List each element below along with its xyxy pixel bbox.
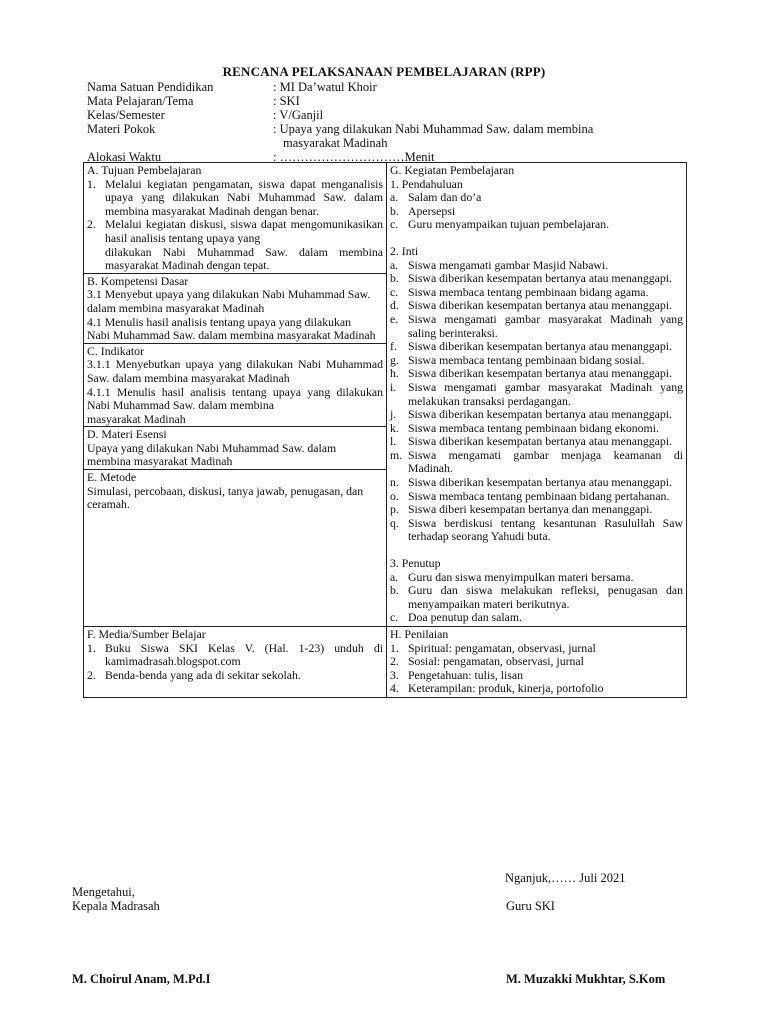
list-item: n. Siswa diberikan kesempatan bertanya atau menanggapi. <box>390 475 673 490</box>
list-penutup <box>390 571 683 625</box>
text-line: 4.1.1 Menulis hasil analisis tentang upaya yang dilakukan Nabi Muhammad Saw. dalam membina <box>87 384 383 413</box>
section-heading: C. Indikator <box>87 343 145 358</box>
list-item: c. Siswa membaca tentang pembinaan bidang agama. <box>390 284 649 299</box>
list-item: b. Siswa diberikan kesempatan bertanya atau menanggapi. <box>390 271 673 286</box>
list-item: f. Siswa diberikan kesempatan bertanya atau menanggapi. <box>390 339 673 354</box>
section-heading: B. Kompetensi Dasar <box>87 273 189 288</box>
section-b <box>84 273 386 343</box>
headmaster-name: M. Choirul Anam, M.Pd.I <box>72 972 211 986</box>
info-label: Nama Satuan Pendidikan <box>87 80 214 94</box>
list-item: 2. Melalui kegiatan diskusi, siswa dapat mengomunikasikan hasil analisis tentang upaya yang dilakukan Nabi Muhammad Saw. dalam membina masyarakat Madinah dengan tepat. <box>87 217 383 273</box>
section-heading: E. Metode <box>87 470 137 485</box>
acknowledged-label: Mengetahui, <box>72 885 135 899</box>
list-item: 3. Pengetahuan: tulis, lisan <box>390 667 524 682</box>
section-f <box>84 627 387 698</box>
list-item: b. Apersepsi <box>390 203 456 218</box>
info-value: : SKI <box>273 94 300 108</box>
list-item: a. Salam dan do’a <box>390 190 482 205</box>
section-e <box>84 469 386 512</box>
list-item: p. Siswa diberi kesempatan bertanya dan menanggapi. <box>390 502 653 517</box>
subsection-title: 2. Inti <box>390 243 419 258</box>
right-column <box>387 163 687 627</box>
info-label: Alokasi Waktu <box>87 150 162 164</box>
list-item: d. Siswa diberikan kesempatan bertanya atau menanggapi. <box>390 298 673 313</box>
list-item: k. Siswa membaca tentang pembinaan bidang ekonomi. <box>390 420 659 435</box>
subsection-title: 1. Pendahuluan <box>390 176 463 191</box>
list-item: i. Siswa mengamati gambar masyarakat Madinah yang melakukan transaksi perdagangan. <box>390 379 683 408</box>
section-d <box>84 426 386 469</box>
info-label: Mata Pelajaran/Tema <box>87 94 194 108</box>
list-item: e. Siswa mengamati gambar masyarakat Madinah yang saling berinteraksi. <box>390 311 683 340</box>
text-line: Nabi Muhammad Saw. dalam membina masyarakat Madinah <box>87 328 376 343</box>
info-label: Materi Pokok <box>87 122 156 136</box>
left-column <box>84 163 387 627</box>
document-title: RENCANA PELAKSANAAN PEMBELAJARAN (RPP) <box>222 64 546 79</box>
list-item: q. Siswa berdiskusi tentang kesantunan Rasulullah Saw terhadap seorang Yahudi buta. <box>390 515 683 544</box>
section-heading: A. Tujuan Pembelajaran <box>87 163 202 177</box>
info-value: : Upaya yang dilakukan Nabi Muhammad Saw. dalam membina <box>273 122 594 136</box>
section-heading: F. Media/Sumber Belajar <box>87 627 206 641</box>
section-heading: D. Materi Esensi <box>87 427 167 442</box>
list-item: g. Siswa membaca tentang pembinaan bidang sosial. <box>390 352 645 367</box>
teacher-title: Guru SKI <box>506 899 555 913</box>
text-line: 3.1 Menyebut upaya yang dilakukan Nabi Muhammad Saw. dalam membina masyarakat Madinah <box>87 287 371 315</box>
info-value-cont: masyarakat Madinah <box>283 136 388 150</box>
list-item: l. Siswa diberikan kesempatan bertanya atau menanggapi. <box>390 434 673 449</box>
info-value: : …………………………Menit <box>273 150 435 164</box>
info-label: Kelas/Semester <box>87 108 165 122</box>
text-line: Upaya yang dilakukan Nabi Muhammad Saw. dalam membina masyarakat Madinah <box>87 440 337 469</box>
list-item: 2. Sosial: pengamatan, observasi, jurnal <box>390 654 584 669</box>
list-item: 1. Buku Siswa SKI Kelas V. (Hal. 1-23) unduh di kamimadrasah.blogspot.com <box>87 640 383 669</box>
text-line: 4.1 Menulis hasil analisis tentang upaya yang dilakukan <box>87 314 352 329</box>
text-line: 3.1.1 Menyebutkan upaya yang dilakukan Nabi Muhammad Saw. dalam membina masyarakat Madinah <box>87 357 383 385</box>
section-a <box>84 163 386 273</box>
list-item: 1. Spiritual: pengamatan, observasi, jurnal <box>390 640 596 655</box>
list-item: a. Siswa mengamati gambar Masjid Nabawi. <box>390 257 609 272</box>
list-item: 4. Keterampilan: produk, kinerja, portofolio <box>390 681 604 696</box>
list-item: a. Guru dan siswa menyimpulkan materi bersama. <box>390 569 634 584</box>
section-h <box>387 627 687 698</box>
info-value: : MI Da’watul Khoir <box>273 80 377 94</box>
list-inti <box>390 259 683 544</box>
teacher-name: M. Muzakki Mukhtar, S.Kom <box>506 972 666 986</box>
rpp-table <box>83 162 687 698</box>
list-item: h. Siswa diberikan kesempatan bertanya atau menanggapi. <box>390 366 673 381</box>
section-heading: G. Kegiatan Pembelajaran <box>390 163 515 177</box>
headmaster-title: Kepala Madrasah <box>72 899 160 913</box>
place-date: Nganjuk,…… Juli 2021 <box>505 871 626 885</box>
list-item: m. Siswa mengamati gambar menjaga keamanan di Madinah. <box>390 447 683 476</box>
list-item: b. Guru dan siswa melakukan refleksi, penugasan dan menyampaikan materi berikutnya. <box>390 583 683 611</box>
list-pendahuluan <box>390 191 683 232</box>
text-line: masyarakat Madinah <box>87 411 186 426</box>
list-item: 1. Melalui kegiatan pengamatan, siswa dapat menganalisis upaya yang dilakukan Nabi Muhammad Saw. dalam membina masyarakat Madinah dengan benar. <box>87 176 383 218</box>
text-line: Simulasi, percobaan, diskusi, tanya jawab, penugasan, dan ceramah. <box>87 483 364 512</box>
info-value: : V/Ganjil <box>273 108 324 122</box>
list-item: 2. Benda-benda yang ada di sekitar sekolah. <box>87 667 301 682</box>
section-heading: H. Penilaian <box>390 627 449 641</box>
list-item: j. Siswa diberikan kesempatan bertanya atau menanggapi. <box>390 407 673 422</box>
list-item: c. Doa penutup dan salam. <box>390 610 523 625</box>
list-item: o. Siswa membaca tentang pembinaan bidang pertahanan. <box>390 488 670 503</box>
list-item: c. Guru menyampaikan tujuan pembelajaran. <box>390 217 610 232</box>
subsection-title: 3. Penutup <box>390 556 441 571</box>
section-c <box>84 343 386 427</box>
